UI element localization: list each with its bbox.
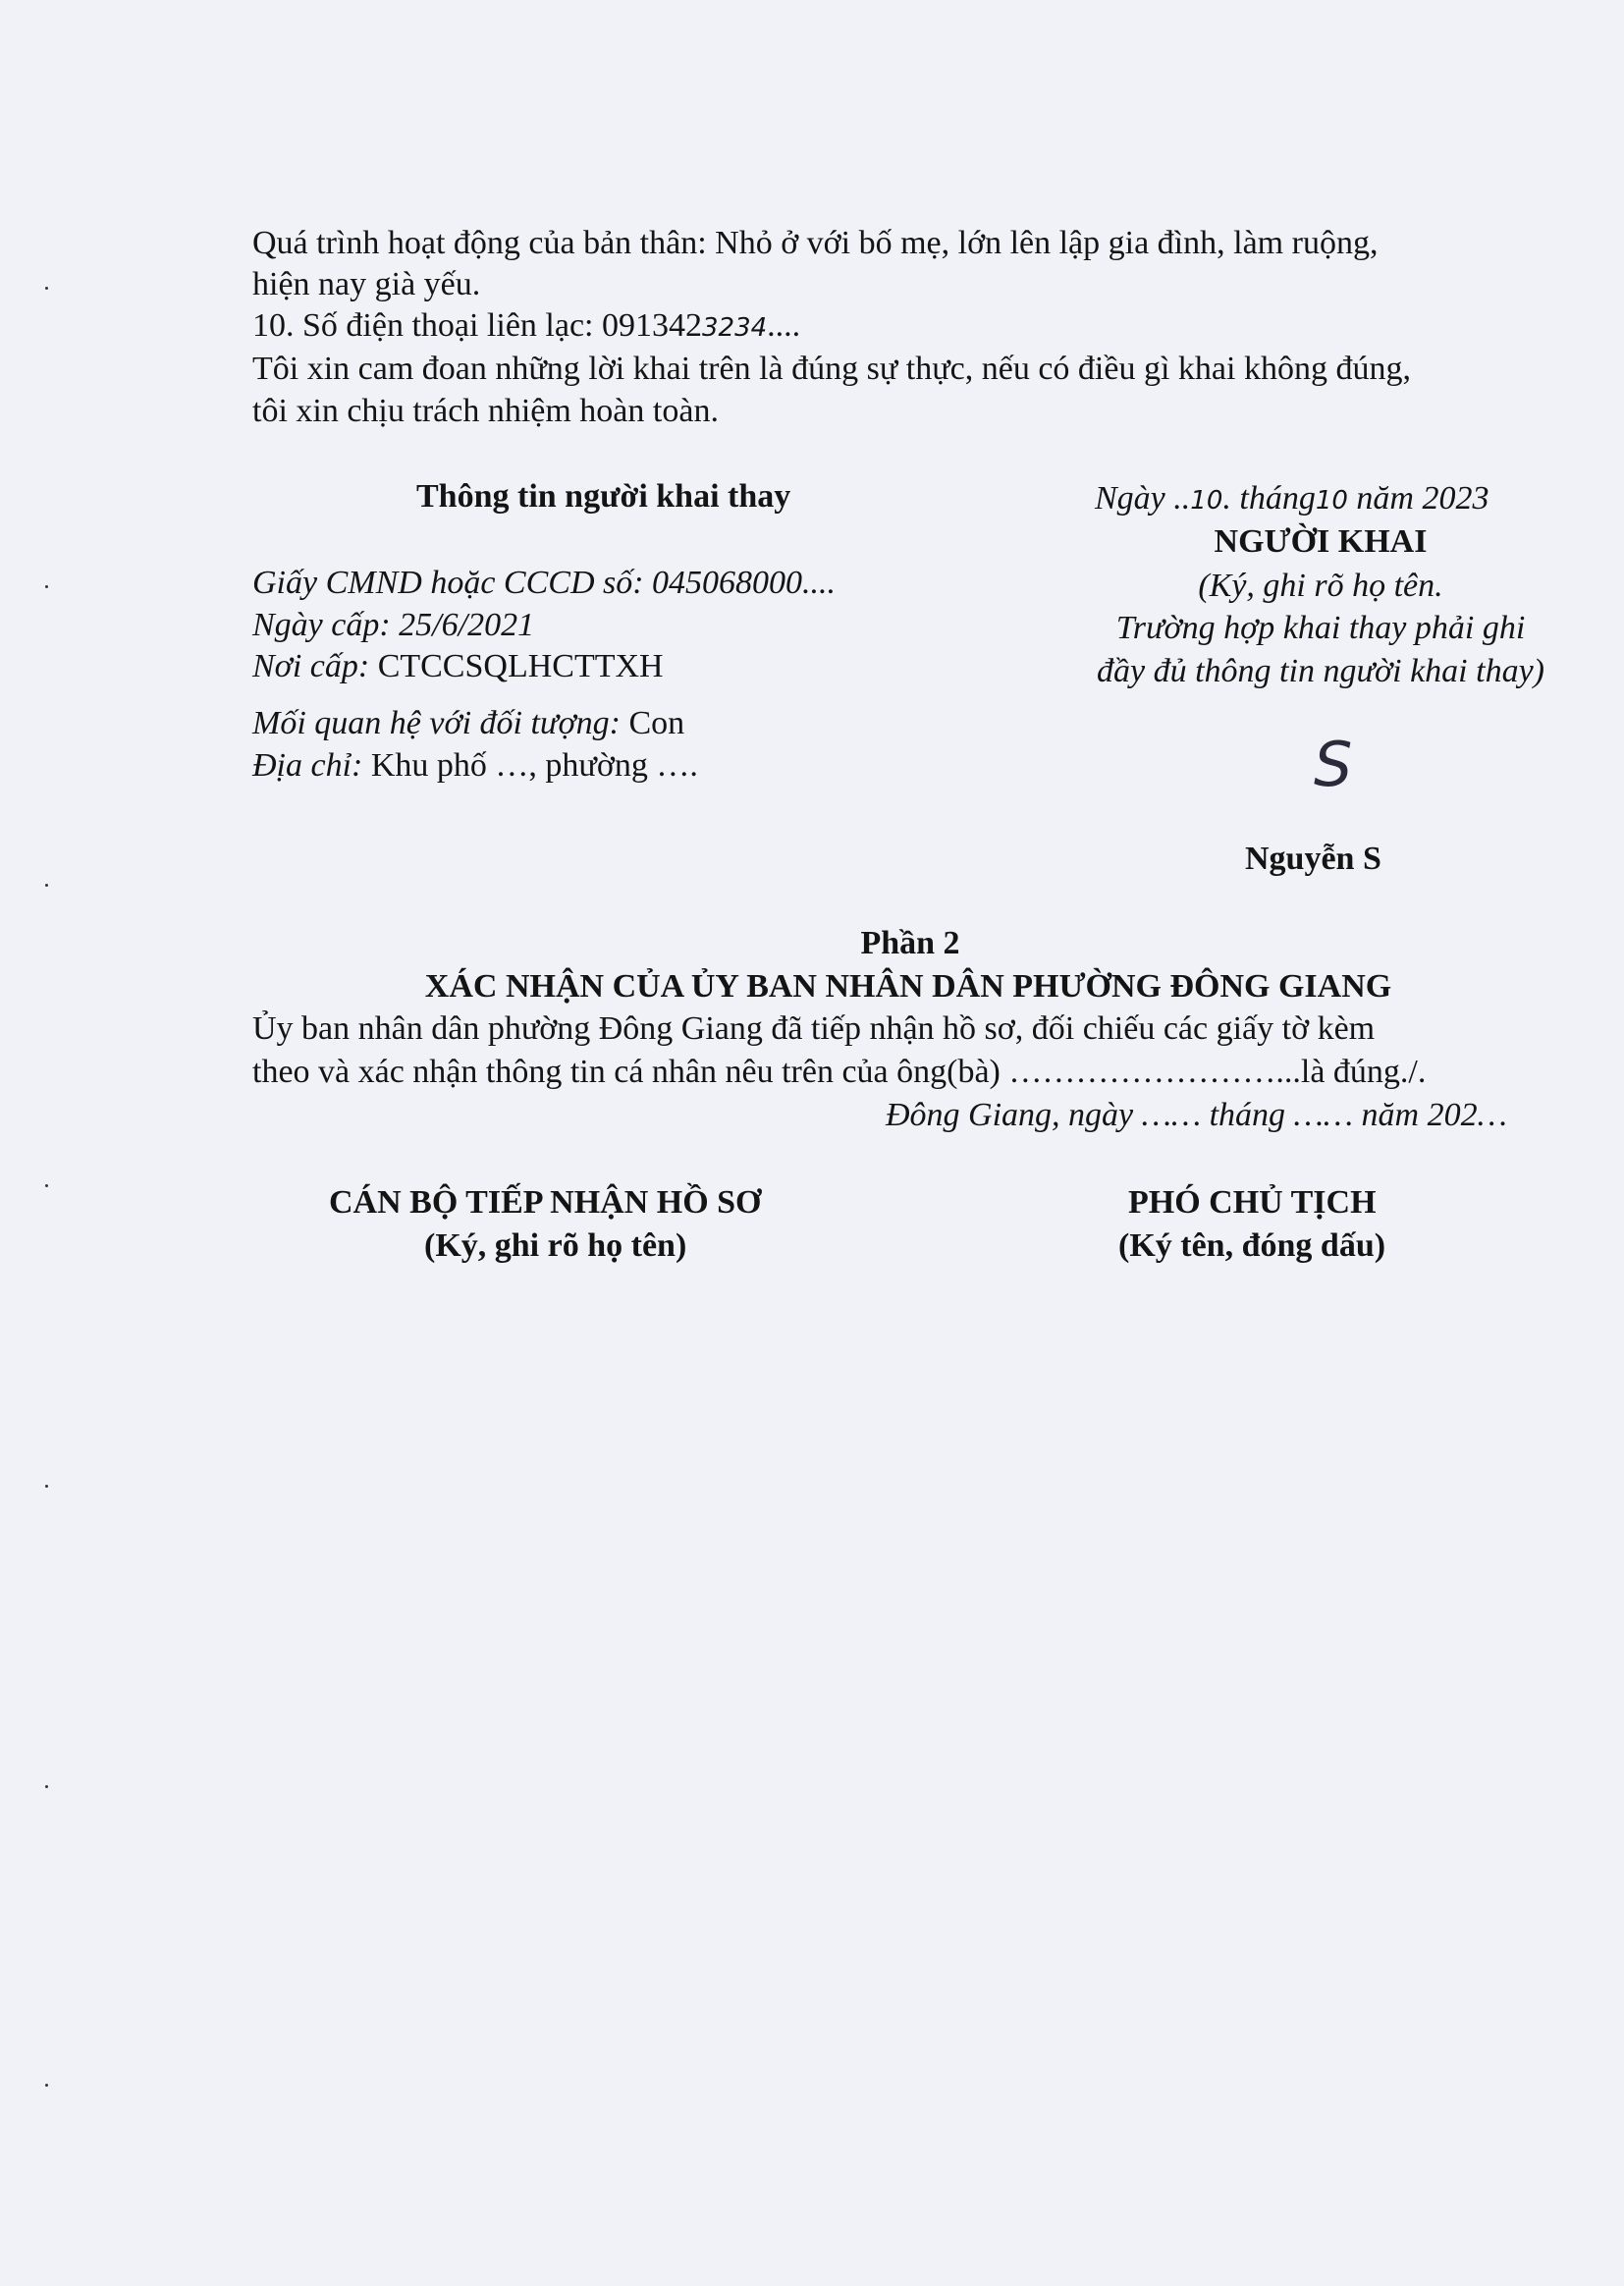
proxy-info-heading: Thông tin người khai thay: [416, 478, 791, 515]
date-day-label: Ngày ..: [1095, 480, 1191, 517]
confirmation-line-2: theo và xác nhận thông tin cá nhân nêu trên của ông(bà) ……………………...là đúng./.: [252, 1054, 1427, 1090]
issue-place-label: Nơi cấp:: [252, 648, 370, 684]
address-label: Địa chỉ:: [252, 747, 363, 784]
part-2-heading: XÁC NHẬN CỦA ỦY BAN NHÂN DÂN PHƯỜNG ĐÔNG GIANG: [424, 968, 1392, 1005]
issue-place-value: CTCCSQLHCTTXH: [377, 648, 664, 684]
address-value: Khu phố …, phường ….: [370, 747, 698, 784]
relation-label: Mối quan hệ với đối tượng:: [252, 705, 621, 741]
margin-mark: [45, 585, 48, 588]
proxy-issue-place: [252, 645, 664, 687]
receiving-officer-title: CÁN BỘ TIẾP NHẬN HỒ SƠ: [329, 1184, 762, 1221]
receiving-officer-note: (Ký, ghi rõ họ tên): [424, 1227, 687, 1264]
date-month-handwritten: 10: [1315, 486, 1348, 516]
vice-chairman-title: PHÓ CHỦ TỊCH: [1128, 1184, 1377, 1221]
relation-value: Con: [628, 705, 685, 741]
activity-line-2: hiện nay già yếu.: [252, 266, 481, 302]
margin-mark: [45, 1785, 48, 1788]
declarant-note-2: Trường hợp khai thay phải ghi: [1115, 610, 1526, 646]
declarant-note-3: đầy đủ thông tin người khai thay): [1097, 653, 1544, 689]
date-year: năm 2023: [1356, 480, 1489, 517]
commitment-line-2: tôi xin chịu trách nhiệm hoàn toàn.: [252, 393, 719, 429]
date-month-label: . tháng: [1222, 480, 1316, 517]
activity-line-1: Quá trình hoạt động của bản thân: Nhỏ ở với bố mẹ, lớn lên lập gia đình, làm ruộng,: [252, 225, 1379, 261]
margin-mark: [45, 1485, 48, 1488]
phone-handwritten: 3234: [702, 313, 768, 343]
margin-mark: [45, 884, 48, 887]
proxy-issue-date: Ngày cấp: 25/6/2021: [252, 607, 535, 643]
declarant-title: NGƯỜI KHAI: [1214, 523, 1428, 560]
phone-dots: ....: [767, 307, 801, 344]
declaration-date: [1095, 477, 1489, 522]
confirmation-date: Đông Giang, ngày …… tháng …… năm 202…: [886, 1097, 1507, 1133]
proxy-relation: [252, 702, 684, 744]
declarant-note-1: (Ký, ghi rõ họ tên.: [1198, 568, 1443, 604]
declarant-signature: S: [1314, 729, 1353, 800]
proxy-id-line: Giấy CMND hoặc CCCD số: 045068000....: [252, 565, 837, 601]
margin-mark: [45, 1184, 48, 1187]
part-2-label: Phần 2: [860, 925, 960, 961]
proxy-address: [252, 744, 698, 787]
margin-mark: [45, 287, 48, 290]
declarant-name: Nguyễn S: [1245, 841, 1381, 877]
commitment-line-1: Tôi xin cam đoan những lời khai trên là đúng sự thực, nếu có điều gì khai không đúng,: [252, 351, 1411, 387]
date-day-handwritten: 10: [1190, 486, 1223, 516]
vice-chairman-note: (Ký tên, đóng dấu): [1118, 1227, 1386, 1264]
phone-label: 10. Số điện thoại liên lạc: 091342: [252, 307, 702, 344]
confirmation-line-1: Ủy ban nhân dân phường Đông Giang đã tiếp nhận hồ sơ, đối chiếu các giấy tờ kèm: [252, 1010, 1376, 1047]
margin-mark: [45, 2084, 48, 2087]
phone-line: [252, 304, 800, 350]
